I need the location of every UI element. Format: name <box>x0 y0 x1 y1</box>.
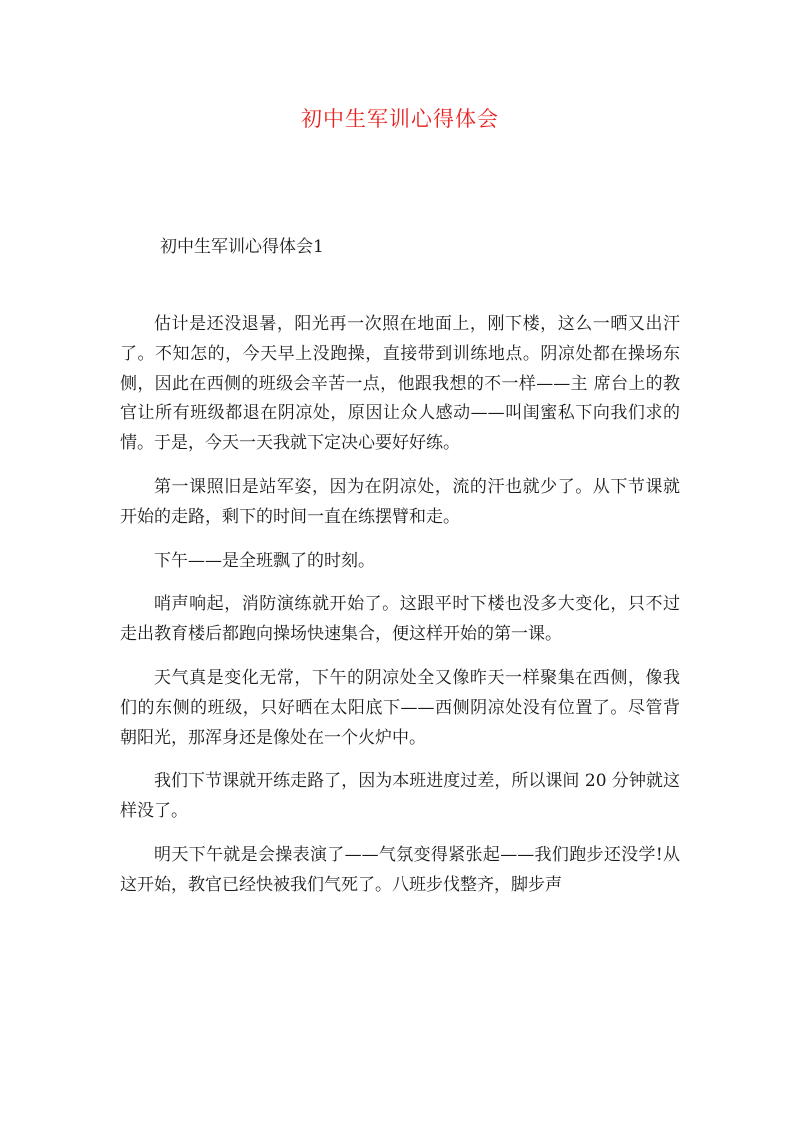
paragraph: 估计是还没退暑，阳光再一次照在地面上，刚下楼，这么一晒又出汗了。不知怎的，今天早上没跑操，直接带到训练地点。阴凉处都在操场东侧，因此在西侧的班级会辛苦一点，他跟我想的不一样——主 席台上的教官让所有班级都退在阴凉处，原因让众人感动——叫闺蜜私下向我们求的情。于是，今天一天我就下定决心要好好练。 <box>120 314 680 454</box>
paragraph: 明天下午就是会操表演了——气氛变得紧张起——我们跑步还没学!从这开始，教官已经快被我们气死了。八班步伐整齐，脚步声 <box>120 844 680 895</box>
paragraph: 第一课照旧是站军姿，因为在阴凉处，流的汗也就少了。从下节课就开始的走路，剩下的时间一直在练摆臂和走。 <box>120 476 680 527</box>
document-title: 初中生军训心得体会 <box>301 107 499 131</box>
paragraph: 我们下节课就开练走路了，因为本班进度过差，所以课间 20 分钟就这样没了。 <box>120 771 680 822</box>
paragraph: 哨声响起，消防演练就开始了。这跟平时下楼也没多大变化，只不过走出教育楼后都跑向操场快速集合，便这样开始的第一课。 <box>120 594 680 645</box>
section-subtitle: 初中生军训心得体会1 <box>160 237 324 257</box>
paragraph: 下午——是全班飘了的时刻。 <box>154 550 375 571</box>
document-body <box>120 310 680 915</box>
paragraph: 天气真是变化无常，下午的阴凉处全又像昨天一样聚集在西侧，像我们的东侧的班级，只好晒在太阳底下——西侧阴凉处没有位置了。尽管背朝阳光，那浑身还是像处在一个火炉中。 <box>120 667 680 748</box>
